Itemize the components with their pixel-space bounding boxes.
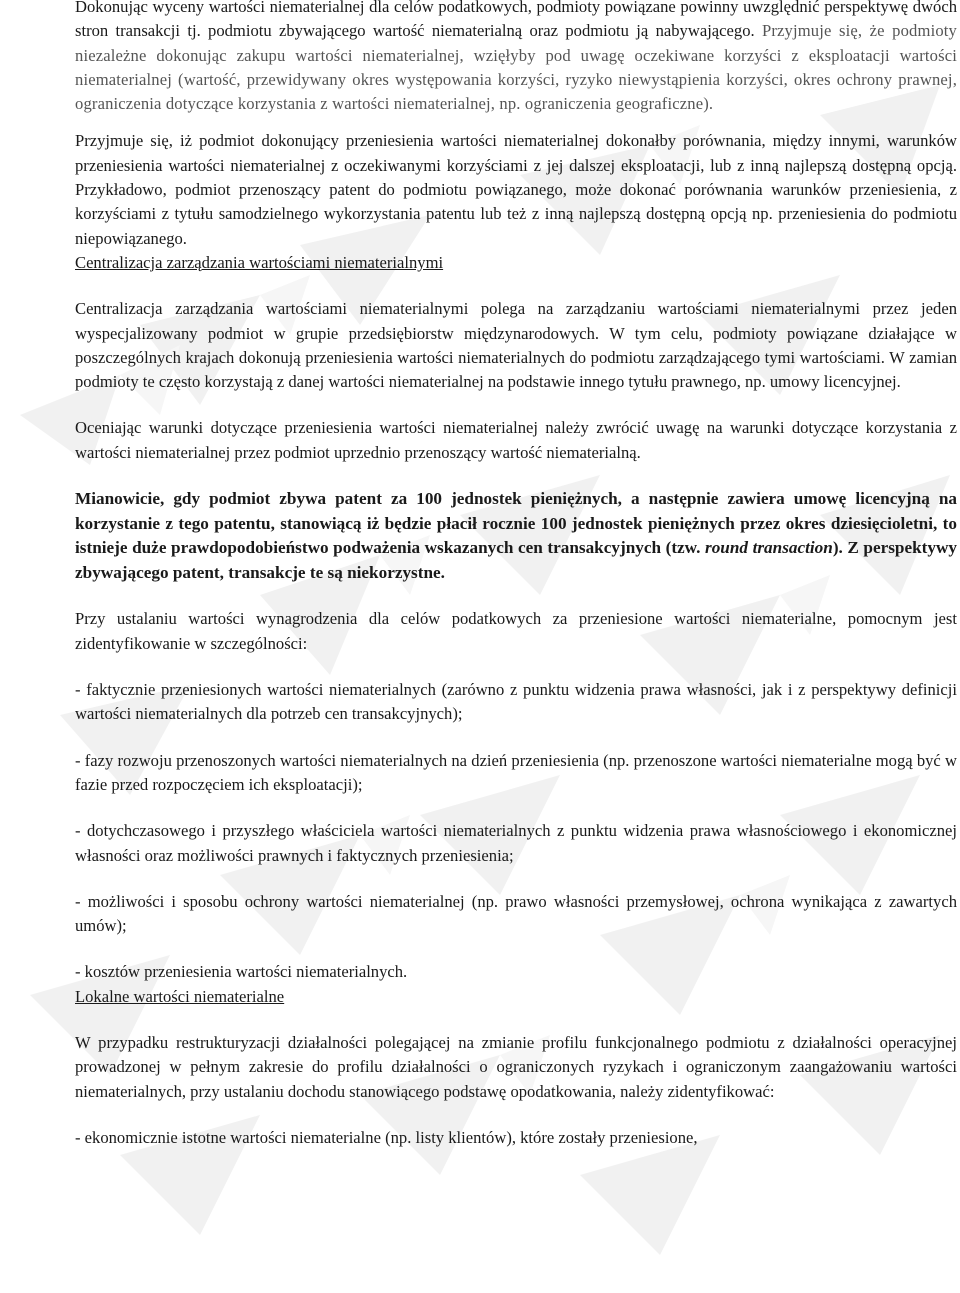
paragraph-restructuring: W przypadku restrukturyzacji działalności polegającej na zmianie profilu funkcjonalnego podmiotu z działalności operacyjnej prowadzonej w pełnym zakresie do profilu działalności o ograniczonych ryzykach i ograniczonym zaangażowaniu wartości niematerialnych, przy ustalaniu dochodu stanowiącego podstawę opodatkowania, należy zidentyfikować: <box>75 1032 957 1101</box>
list-item: - fazy rozwoju przenoszonych wartości niematerialnych na dzień przeniesienia (np. przenoszone wartości niematerialne mogą być w fazie przed rozpoczęciem ich eksploatacji); <box>75 750 957 794</box>
example-text-end: ). Z perspektywy zbywającego patent, transakcje te są niekorzystne. <box>75 538 958 582</box>
paragraph-centralization: Centralizacja zarządzania wartościami niematerialnymi polega na zarządzaniu wartościami niematerialnymi przez jeden wyspecjalizowany podmiot w grupie przedsiębiorstw międzynarodowych. W tym celu, podmioty powiązane działające w poszczególnych krajach dokonują przeniesienia wartości niematerialnych do podmiotu zarządzającego tymi wartościami. W zamian podmioty te często korzystają z danej wartości niematerialnej na podstawie innego tytułu prawnego, np. umowy licencyjnej. <box>75 299 957 392</box>
list-item: - kosztów przeniesienia wartości niematerialnych. <box>75 962 408 982</box>
paragraph-transferor-comparison: Przyjmuje się, iż podmiot dokonujący przeniesienia wartości niematerialnej dokonałby porównania, między innymi, warunków przeniesienia wartości niematerialnej z oczekiwanymi korzyściami z jej dalszej eksploatacji, lub z inną najlepszą dostępną opcją. Przykładowo, podmiot przenoszący patent do podmiotu powiązanego, może dokonać porównania warunków przeniesienia, z korzyściami z tytułu samodzielnego wykorzystania patentu lub też z inną najlepszą dostępną opcją np. przeniesienia do podmiotu niepowiązanego. <box>75 131 957 248</box>
section-heading-centralization: Centralizacja zarządzania wartościami niematerialnymi <box>75 252 444 272</box>
paragraph-valuation-perspective <box>75 0 957 116</box>
list-item: - ekonomicznie istotne wartości niematerialne (np. listy klientów), które zostały przeniesione, <box>75 1127 698 1147</box>
round-transaction-term: round transaction <box>705 538 833 558</box>
section-heading-local-intangibles: Lokalne wartości niematerialne <box>75 986 285 1006</box>
document-page <box>75 0 957 1150</box>
list-item: - dotychczasowego i przyszłego właściciela wartości niematerialnych z punktu widzenia prawa własnościowego i ekonomicznej własności oraz możliwości prawnych i faktycznych przeniesienia; <box>75 821 957 865</box>
list-item: - faktycznie przeniesionych wartości niematerialnych (zarówno z punktu widzenia prawa własności, jak i z perspektywy definicji wartości niematerialnych dla potrzeb cen transakcyjnych); <box>75 680 957 724</box>
list-item: - możliwości i sposobu ochrony wartości niematerialnej (np. prawo własności przemysłowej, ochrona wynikająca z zawartych umów); <box>75 891 957 936</box>
paragraph-text: Dokonując wyceny wartości niematerialnej dla celów podatkowych, podmioty powiązane powinny uwzględnić perspektywę dwóch stron transakcji tj. podmiotu zbywającego wartość niematerialną oraz podmiotu ją nabywającego. <box>75 0 957 41</box>
example-text: Mianowicie, gdy podmiot zbywa patent za 100 jednostek pieniężnych, a następnie zawiera umowę licencyjną na korzystanie z tego patentu, stanowiącą iż będzie płacił rocznie 100 jednostek pieniężnych przez okres dziesięcioletni, to istnieje duże prawdopodobieństwo podważenia wskazanych cen transakcyjnych (tzw. <box>75 489 957 558</box>
paragraph-round-transaction-example <box>75 487 957 585</box>
paragraph-assessment-conditions: Oceniając warunki dotyczące przeniesienia wartości niematerialnej należy zwrócić uwagę na warunki dotyczące korzystania z wartości niematerialnej przez podmiot uprzednio przenoszący wartość niematerialną. <box>75 418 957 462</box>
paragraph-text-continued: Przyjmuje się, że podmioty niezależne dokonując zakupu wartości niematerialnej, wzięłyby pod uwagę oczekiwane korzyści z eksploatacji wartości niematerialnej (wartość, przewidywany okres występowania korzyści, ryzyko niewystąpienia korzyści, okres ochrony prawnej, ograniczenia dotyczące korzystania z wartości niematerialnej, np. ograniczenia geograficzne). <box>75 21 957 114</box>
paragraph-remuneration-intro: Przy ustalaniu wartości wynagrodzenia dla celów podatkowych za przeniesione wartości niematerialne, pomocnym jest zidentyfikowanie w szczególności: <box>75 609 957 653</box>
